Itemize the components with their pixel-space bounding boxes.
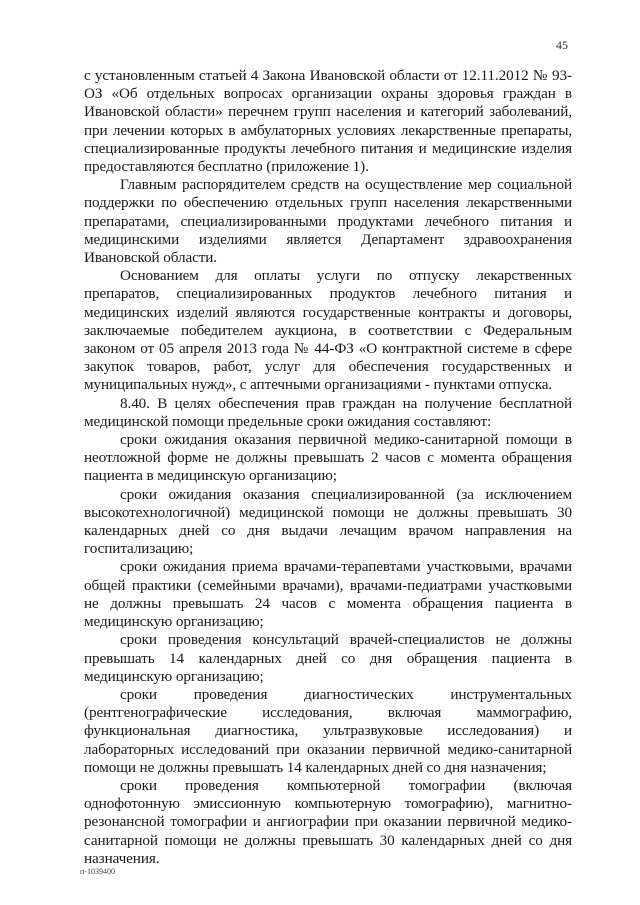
paragraph-4-section-8-40: 8.40. В целях обеспечения прав граждан на получение бесплатной медицинской помощи предельные сроки ожидания составляют:	[84, 394, 572, 430]
paragraph-3: Основанием для оплаты услуги по отпуску лекарственных препаратов, специализированных продуктов лечебного питания и медицинских изделий являются государственные контракты и договоры, заключаемые победителем аукциона, в соответствии с Федеральным законом от 05 апреля 2013 года № 44-ФЗ «О контрактной системе в сфере закупок товаров, работ, услуг для обеспечения государственных и муниципальных нужд», с аптечными организациями - пунктами отпуска.	[84, 267, 572, 394]
paragraph-10: сроки проведения компьютерной томографии (включая однофотонную эмиссионную компьютерную томографию), магнитно-резонансной томографии и ангиографии при оказании первичной медико-санитарной помощи не должны превышать 30 календарных дней со дня назначения.	[84, 776, 572, 867]
paragraph-8: сроки проведения консультаций врачей-специалистов не должны превышать 14 календарных дней со дня обращения пациента в медицинскую организацию;	[84, 631, 572, 685]
paragraph-9: сроки проведения диагностических инструментальных (рентгенографические исследования, включая маммографию, функциональная диагностика, ультразвуковые исследования) и лабораторных исследований при оказании первичной медико-санитарной помощи не должны превышать 14 календарных дней со дня назначения;	[84, 685, 572, 776]
footer-document-code: п-1039400	[80, 867, 115, 876]
paragraph-5: сроки ожидания оказания первичной медико-санитарной помощи в неотложной форме не должны превышать 2 часов с момента обращения пациента в медицинскую организацию;	[84, 431, 572, 485]
paragraph-6: сроки ожидания оказания специализированной (за исключением высокотехнологичной) медицинской помощи не должны превышать 30 календарных дней со дня выдачи лечащим врачом направления на госпитализацию;	[84, 485, 572, 558]
page-number: 45	[556, 38, 568, 52]
paragraph-2: Главным распорядителем средств на осуществление мер социальной поддержки по обеспечению отдельных групп населения лекарственными препаратами, специализированными продуктами лечебного питания и медицинскими изделиями является Департамент здравоохранения Ивановской области.	[84, 176, 572, 267]
paragraph-1: с установленным статьей 4 Закона Ивановской области от 12.11.2012 № 93-ОЗ «Об отдельных вопросах организации охраны здоровья граждан в Ивановской области» перечнем групп населения и категорий заболеваний, при лечении которых в амбулаторных условиях лекарственные препараты, специализированные продукты лечебного питания и медицинские изделия предоставляются бесплатно (приложение 1).	[84, 67, 572, 176]
paragraph-7: сроки ожидания приема врачами-терапевтами участковыми, врачами общей практики (семейными врачами), врачами-педиатрами участковыми не должны превышать 24 часов с момента обращения пациента в медицинскую организацию;	[84, 558, 572, 631]
document-body	[84, 67, 572, 868]
